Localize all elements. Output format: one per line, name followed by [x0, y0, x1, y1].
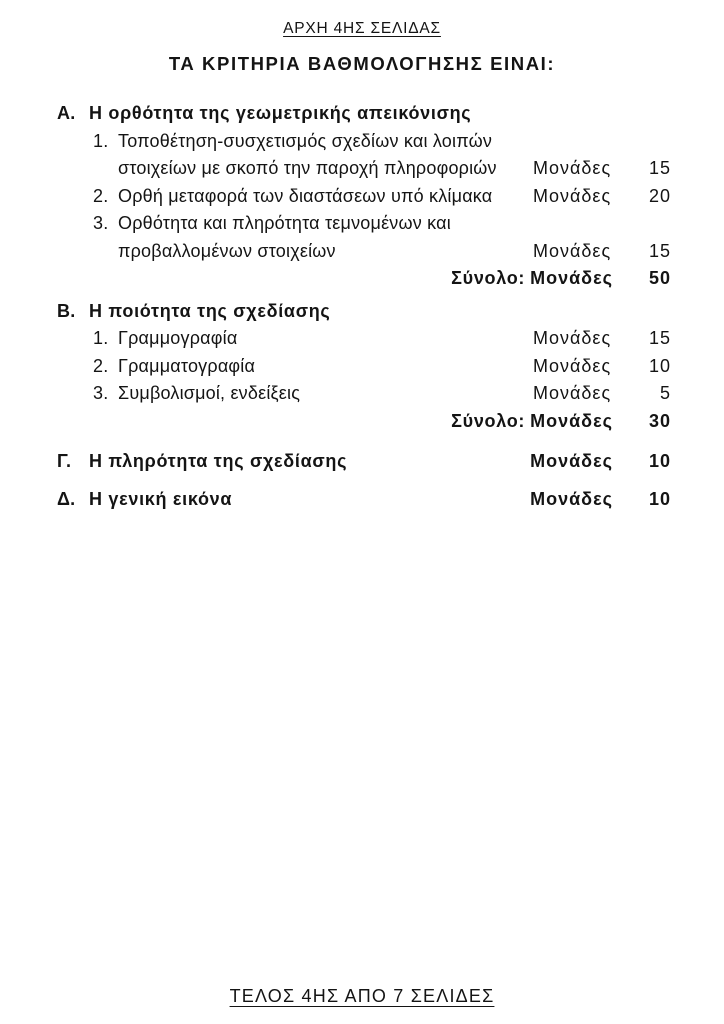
item-text: Γραμμογραφία: [118, 328, 238, 348]
points-value: 15: [648, 328, 671, 348]
item-text-continued: προβαλλομένων στοιχείων: [118, 240, 336, 261]
section-a-header: [57, 100, 671, 128]
item-text: Ορθή μεταφορά των διαστάσεων υπό κλίμακα: [118, 185, 493, 206]
points-value: 5: [659, 383, 671, 403]
page-start-text: ΑΡΧΗ 4ΗΣ ΣΕΛΙΔΑΣ: [283, 20, 441, 37]
section-title: Η ποιότητα της σχεδίασης: [89, 300, 331, 321]
criteria-item: [57, 210, 671, 265]
item-number: 1.: [93, 130, 109, 151]
page-end-marker: [0, 985, 724, 1007]
points-label: Μονάδες: [533, 383, 612, 403]
item-text: Ορθότητα και πληρότητα τεμνομένων και: [118, 213, 451, 233]
page-start-marker: [0, 0, 724, 38]
points-label: Μονάδες: [530, 268, 613, 288]
points-label: Μονάδες: [533, 240, 612, 261]
points-value: 10: [648, 488, 671, 509]
section-c-header: [57, 448, 671, 476]
points-label: Μονάδες: [533, 185, 612, 206]
points-value: 15: [648, 240, 671, 261]
criteria-item: [57, 183, 671, 211]
points-value: 10: [648, 355, 671, 376]
section-title: Η πληρότητα της σχεδίασης: [89, 451, 348, 471]
criteria-item: [57, 128, 671, 183]
section-letter: Δ.: [57, 488, 76, 509]
section-d: [57, 486, 671, 514]
page-end-text: ΤΕΛΟΣ 4ΗΣ ΑΠΟ 7 ΣΕΛΙΔΕΣ: [229, 986, 495, 1006]
section-letter: Γ.: [57, 451, 72, 471]
section-letter: Β.: [57, 300, 76, 321]
total-points-value: 30: [648, 410, 671, 431]
total-points-value: 50: [648, 268, 671, 288]
section-b-total: [57, 408, 671, 436]
points-label: Μονάδες: [530, 410, 613, 431]
item-text: Γραμματογραφία: [118, 355, 256, 376]
section-b: [57, 298, 671, 436]
item-number: 2.: [93, 355, 109, 376]
total-label: Σύνολο:: [451, 268, 526, 288]
points-label: Μονάδες: [533, 355, 612, 376]
item-number: 3.: [93, 213, 109, 233]
item-text: Συμβολισμοί, ενδείξεις: [118, 383, 301, 403]
section-a-total: [57, 265, 671, 293]
section-title: Η ορθότητα της γεωμετρικής απεικόνισης: [89, 103, 472, 123]
criteria-item: [57, 325, 671, 353]
criteria-item: [57, 353, 671, 381]
points-value: 10: [648, 451, 671, 471]
section-b-header: [57, 298, 671, 326]
item-number: 3.: [93, 383, 109, 403]
criteria-item: [57, 380, 671, 408]
points-label: Μονάδες: [530, 488, 613, 509]
points-value: 20: [648, 185, 671, 206]
section-letter: Α.: [57, 103, 76, 123]
section-a: [57, 100, 671, 293]
total-label: Σύνολο:: [451, 410, 526, 431]
points-label: Μονάδες: [533, 158, 612, 178]
section-c: [57, 448, 671, 476]
item-number: 1.: [93, 328, 109, 348]
criteria-list: [57, 100, 671, 513]
points-value: 15: [648, 158, 671, 178]
section-d-header: [57, 486, 671, 514]
item-text: Τοποθέτηση-συσχετισμός σχεδίων και λοιπών: [118, 130, 493, 151]
points-label: Μονάδες: [533, 328, 612, 348]
page-title: ΤΑ ΚΡΙΤΗΡΙΑ ΒΑΘΜΟΛΟΓΗΣΗΣ ΕΙΝΑΙ:: [168, 53, 556, 74]
item-number: 2.: [93, 185, 109, 206]
points-label: Μονάδες: [530, 451, 613, 471]
section-title: Η γενική εικόνα: [89, 488, 233, 509]
item-text-continued: στοιχείων με σκοπό την παροχή πληροφοριών: [118, 158, 497, 178]
